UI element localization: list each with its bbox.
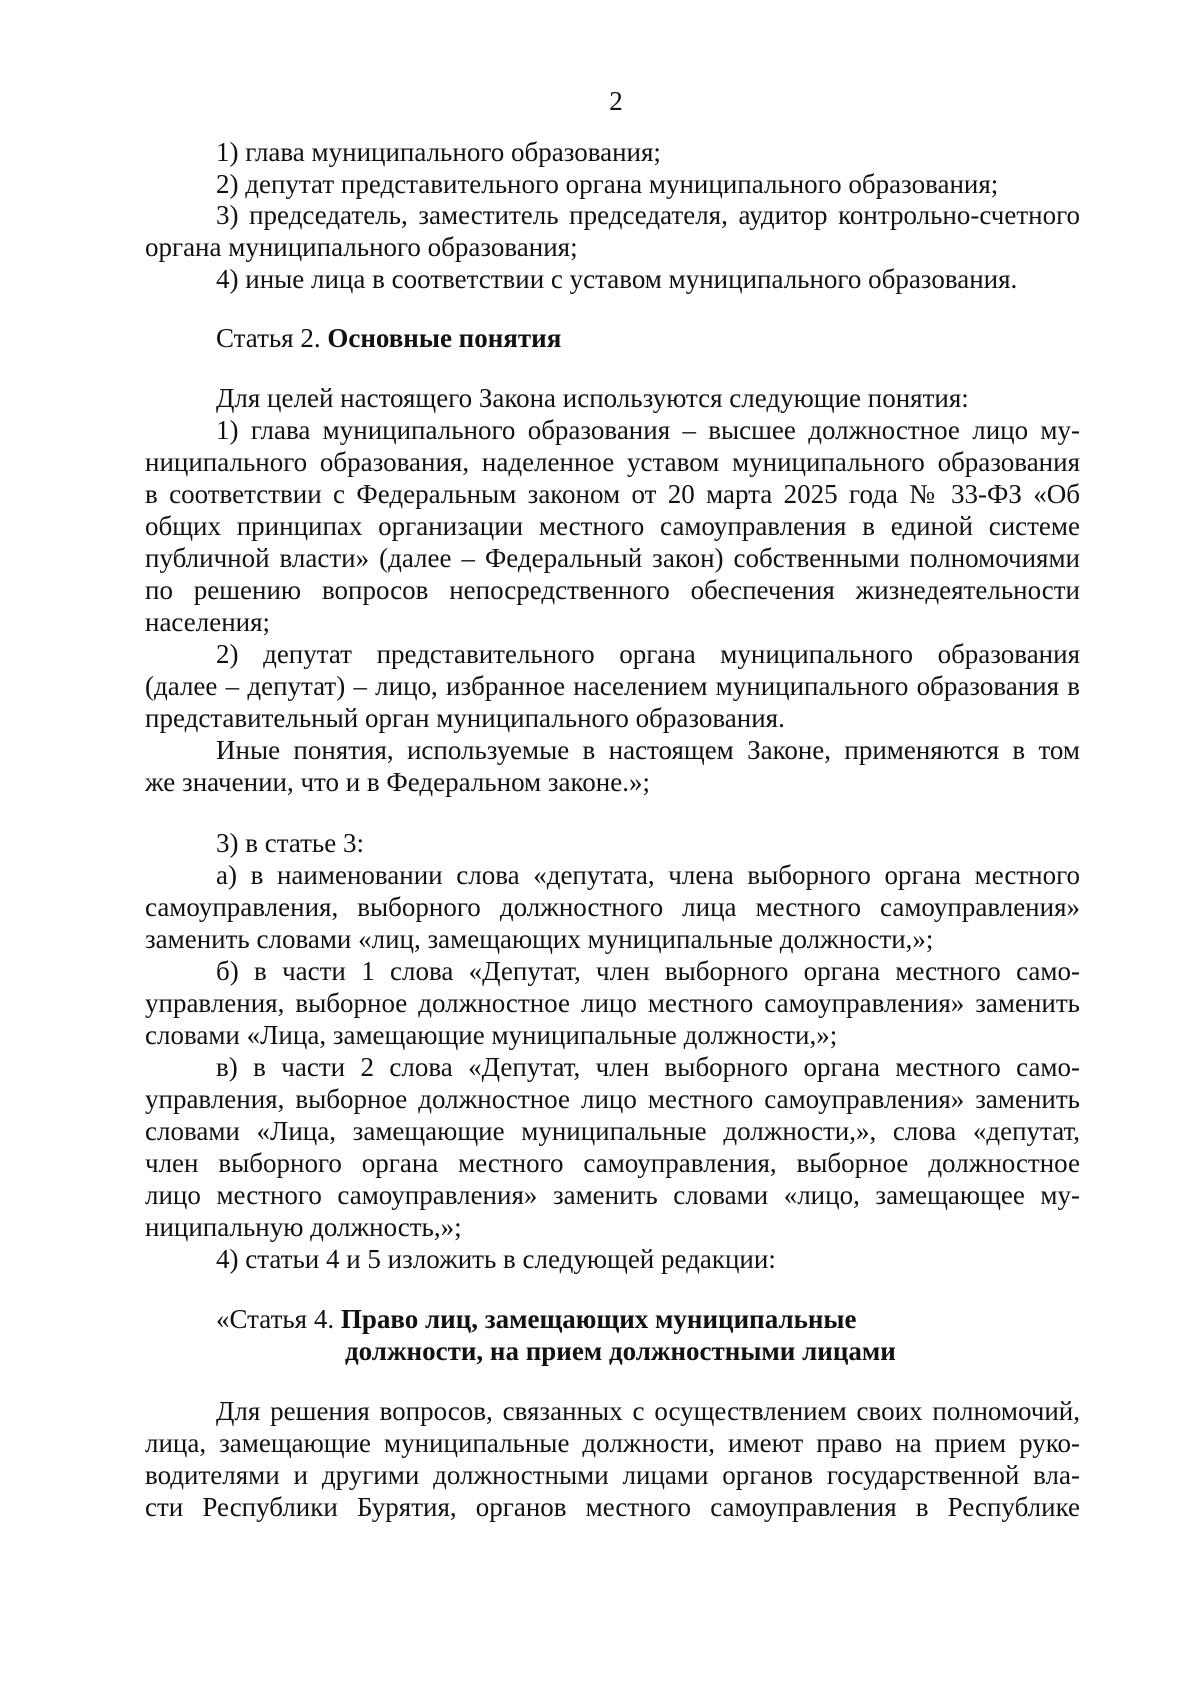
paragraph-line: Иные понятия, используемые в настоящем Законе, применяются в том	[216, 735, 1080, 765]
paragraph-line: словами «Лица, замещающие муниципальные должности,», слова «депутат,	[145, 1116, 1080, 1146]
paragraph-line: по решению вопросов непосредственного обеспечения жизнедеятельности	[145, 575, 1080, 605]
paragraph-line: Для целей настоящего Закона используются следующие понятия:	[216, 383, 969, 413]
article-heading-continuation: должности, на прием должностными лицами	[345, 1336, 896, 1366]
paragraph-line: (далее – депутат) – лицо, избранное населением муниципального образования в	[145, 671, 1080, 701]
paragraph-line: управления, выборное должностное лицо местного самоуправления» заменить	[145, 1084, 1080, 1114]
list-item-continuation: органа муниципального образования;	[145, 232, 578, 262]
paragraph-line: населения;	[145, 607, 271, 637]
page-number: 2	[609, 86, 623, 116]
list-item: 2) депутат представительного органа муниципального образования;	[216, 169, 999, 199]
paragraph-line: общих принципах организации местного самоуправления в единой системе	[145, 511, 1080, 541]
list-item: 1) глава муниципального образования;	[216, 137, 661, 167]
paragraph-line: самоуправления, выборного должностного лица местного самоуправления»	[145, 892, 1080, 922]
paragraph-line: представительный орган муниципального образования.	[145, 703, 785, 733]
paragraph-line: в соответствии с Федеральным законом от 20 марта 2025 года № 33-ФЗ «Об	[145, 479, 1080, 509]
paragraph-line: 4) статьи 4 и 5 изложить в следующей редакции:	[216, 1244, 776, 1274]
list-item: 3) председатель, заместитель председателя, аудитор контрольно-счетного	[216, 200, 1080, 230]
paragraph-line: заменить словами «лиц, замещающих муниципальные должности,»;	[145, 924, 934, 954]
paragraph-line: управления, выборное должностное лицо местного самоуправления» заменить	[145, 988, 1080, 1018]
paragraph-line: в) в части 2 слова «Депутат, член выборного органа местного само-	[216, 1052, 1080, 1082]
list-item: 4) иные лица в соответствии с уставом муниципального образования.	[216, 264, 1018, 294]
paragraph-line: ниципального образования, наделенное уставом муниципального образования	[145, 447, 1080, 477]
paragraph-line: же значении, что и в Федеральном законе.»;	[145, 767, 650, 797]
paragraph-line: словами «Лица, замещающие муниципальные должности,»;	[145, 1020, 838, 1050]
paragraph-line: 1) глава муниципального образования – высшее должностное лицо му-	[216, 415, 1080, 445]
paragraph-line: 3) в статье 3:	[216, 828, 364, 858]
paragraph-line: 2) депутат представительного органа муниципального образования	[216, 639, 1080, 669]
article-heading: «Статья 4. Право лиц, замещающих муниципальные	[216, 1304, 857, 1334]
article-heading: Статья 2. Основные понятия	[216, 323, 562, 353]
paragraph-line: сти Республики Бурятия, органов местного самоуправления в Республике	[145, 1492, 1080, 1522]
paragraph-line: Для решения вопросов, связанных с осуществлением своих полномочий,	[216, 1396, 1080, 1426]
paragraph-line: водителями и другими должностными лицами органов государственной вла-	[145, 1460, 1080, 1490]
paragraph-line: лицо местного самоуправления» заменить словами «лицо, замещающее му-	[145, 1180, 1080, 1210]
paragraph-line: член выборного органа местного самоуправления, выборное должностное	[145, 1148, 1080, 1178]
paragraph-line: ниципальную должность,»;	[145, 1212, 462, 1242]
paragraph-line: а) в наименовании слова «депутата, члена выборного органа местного	[216, 860, 1080, 890]
paragraph-line: публичной власти» (далее – Федеральный закон) собственными полномочиями	[145, 543, 1080, 573]
paragraph-line: лица, замещающие муниципальные должности, имеют право на прием руко-	[145, 1428, 1080, 1458]
paragraph-line: б) в части 1 слова «Депутат, член выборного органа местного само-	[216, 956, 1080, 986]
